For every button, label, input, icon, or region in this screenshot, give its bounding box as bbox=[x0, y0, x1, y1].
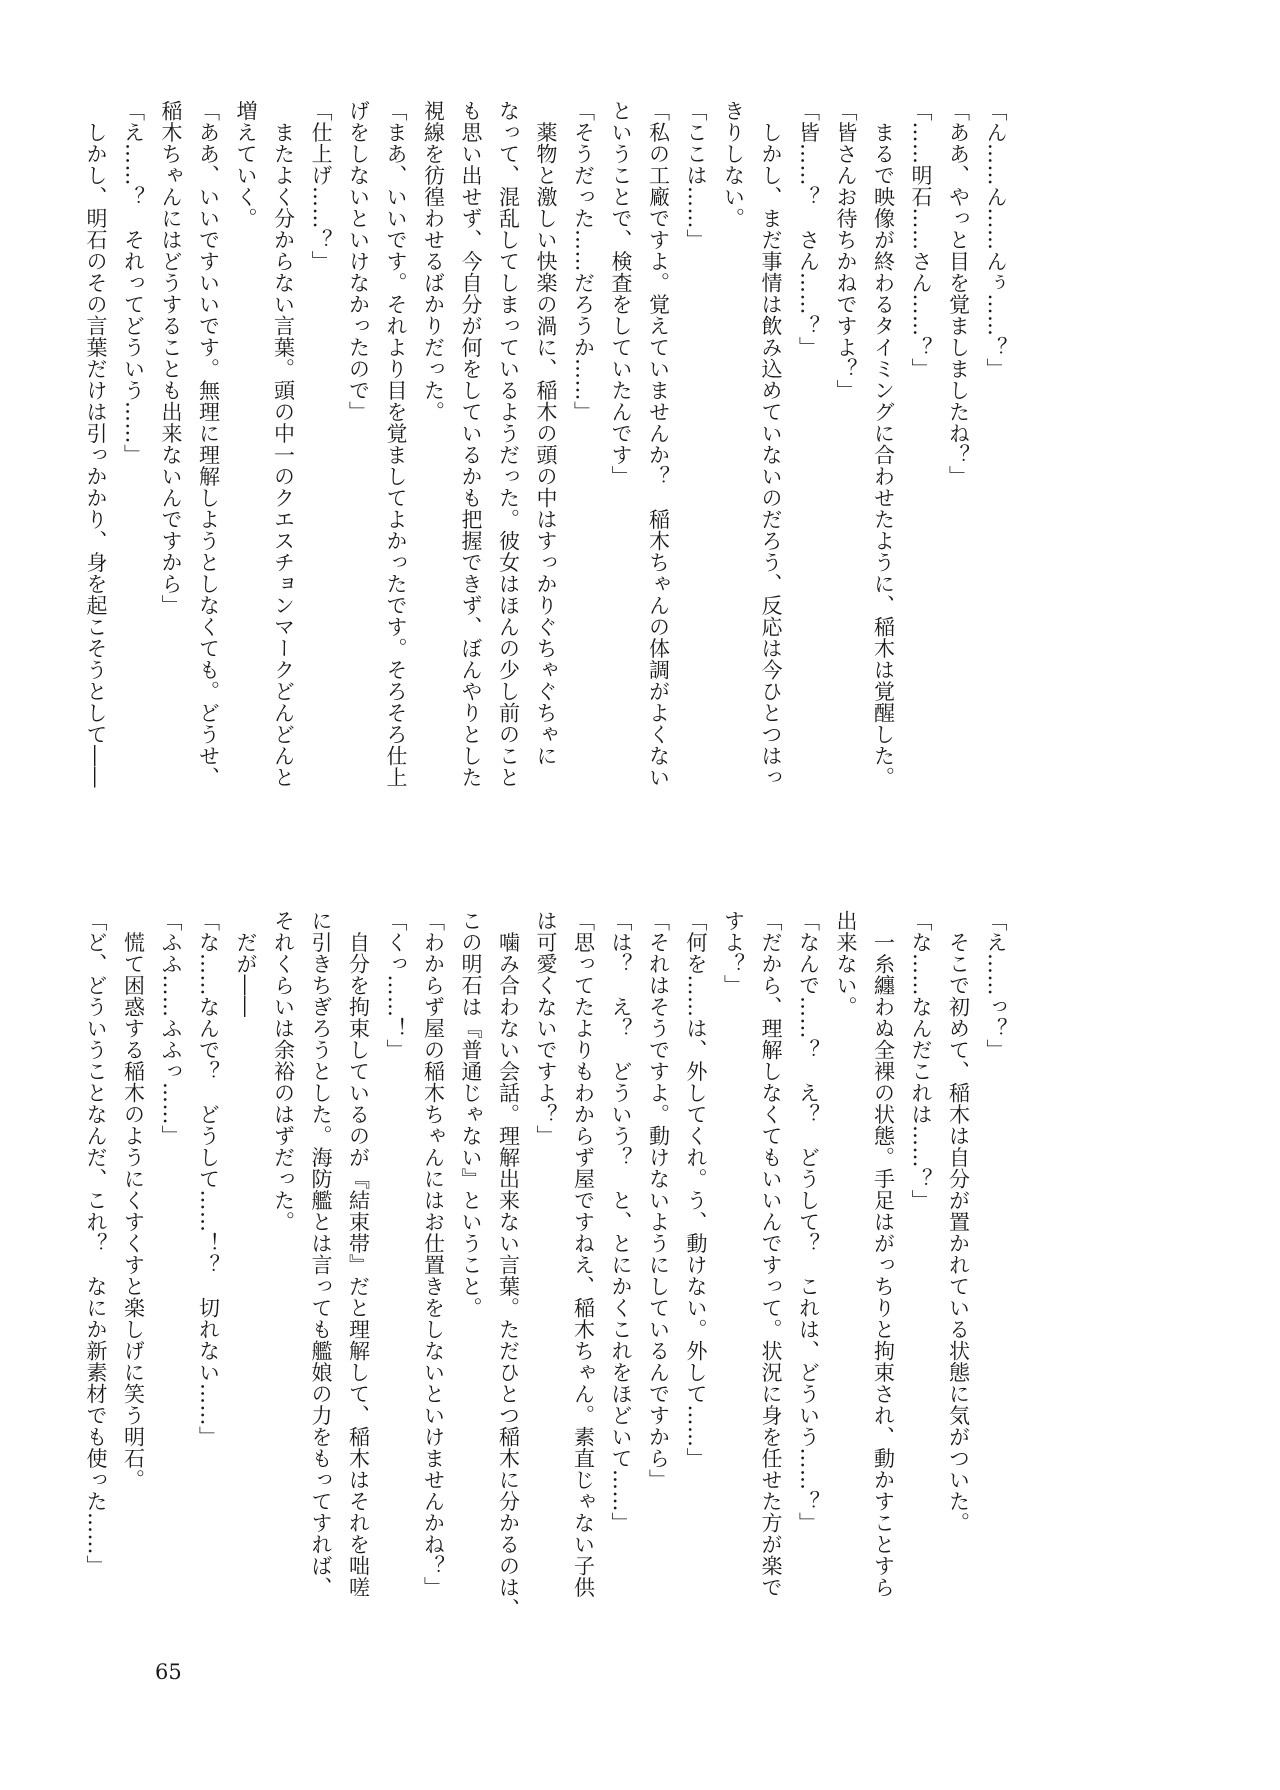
text-line: すよ？」 bbox=[721, 910, 746, 996]
text-line: 「そうだった……だろうか……」 bbox=[571, 100, 596, 423]
text-line: 「ああ、いいですいいです。無理に理解しようとしなくても。どうせ、 bbox=[196, 100, 221, 788]
text-line: 「皆……？ さん……？」 bbox=[796, 100, 821, 358]
text-line: なって、混乱してしまっているようだった。彼女はほんの少し前のこと bbox=[496, 100, 521, 788]
text-line: まるで映像が終わるタイミングに合わせたように、稲木は覚醒した。 bbox=[871, 100, 896, 788]
text-line: 「ん……ん……んぅ……？」 bbox=[984, 100, 1008, 380]
text-line: 「だから、理解しなくてもいいんですって。状況に身を任せた方が楽で bbox=[759, 910, 783, 1598]
text-line: 増えていく。 bbox=[234, 100, 258, 229]
text-line: この明石は『普通じゃない』ということ。 bbox=[459, 910, 483, 1319]
text-line: 「は？ え？ どういう？ と、とにかくこれをほどいて……」 bbox=[609, 910, 633, 1534]
text-line: 「な……なんで？ どうして……！？ 切れない……」 bbox=[196, 910, 221, 1448]
text-line: 「な……なんだこれは……？」 bbox=[909, 910, 933, 1211]
text-line: だが―― bbox=[234, 910, 258, 1018]
text-line: 「ああ、やっと目を覚ましましたね？」 bbox=[946, 100, 971, 487]
text-line: 「え……っ？」 bbox=[984, 910, 1008, 1061]
text-line: 自分を拘束しているのが『結束帯』だと理解して、稲木はそれを咄嗟 bbox=[346, 910, 371, 1598]
text-line: げをしないといけなかったので」 bbox=[346, 100, 371, 423]
text-line: しかし、まだ事情は飲み込めていないのだろう、反応は今ひとつはっ bbox=[759, 100, 783, 788]
text-line: きりしない。 bbox=[721, 100, 746, 229]
text-line: 視線を彷徨わせるばかりだった。 bbox=[421, 100, 446, 423]
text-line: 「それはそうですよ。動けないようにしているんですから」 bbox=[646, 910, 671, 1491]
text-line: 「え……？ それってどういう……」 bbox=[121, 100, 146, 466]
text-line: 「ここは……」 bbox=[684, 100, 708, 251]
text-line: 「ど、どういうことなんだ、これ？ なにか新素材でも使った……」 bbox=[84, 910, 108, 1577]
text-line: 稲木ちゃんにはどうすることも出来ないんですから」 bbox=[159, 100, 183, 616]
text-line: 薬物と激しい快楽の渦に、稲木の頭の中はすっかりぐちゃぐちゃに bbox=[534, 100, 558, 767]
text-line: それくらいは余裕のはずだった。 bbox=[271, 910, 296, 1233]
text-line: 「……明石……さん……？」 bbox=[909, 100, 933, 380]
text-line: 「ふふ……ふふっ……」 bbox=[159, 910, 183, 1147]
lower-text-block bbox=[84, 910, 1014, 1635]
text-line: 「わからず屋の稲木ちゃんにはお仕置きをしないといけませんかね？」 bbox=[421, 910, 446, 1598]
text-line: 「私の工廠ですよ。覚えていませんか？ 稲木ちゃんの体調がよくない bbox=[646, 100, 671, 788]
text-line: 「何を……は、外してくれ。う、動けない。外して……」 bbox=[684, 910, 708, 1469]
text-line: 「なんで……？ え？ どうして？ これは、どういう……？」 bbox=[796, 910, 821, 1534]
text-line: も思い出せず、今自分が何をしているかも把握できず、ぼんやりとした bbox=[459, 100, 483, 788]
text-line: 「思ってたよりもわからず屋ですねえ、稲木ちゃん。素直じゃない子供 bbox=[571, 910, 596, 1598]
text-line: は可愛くないですよ？」 bbox=[534, 910, 558, 1147]
text-line: 「くっ……！」 bbox=[384, 910, 408, 1061]
text-line: 「皆さんお待ちかねですよ？」 bbox=[834, 100, 858, 401]
text-line: 出来ない。 bbox=[834, 910, 858, 1018]
text-line: しかし、明石のその言葉だけは引っかかり、身を起こそうとして―― bbox=[84, 100, 108, 788]
text-line: ということで、検査をしていたんです」 bbox=[609, 100, 633, 487]
text-line: 「仕上げ……？」 bbox=[309, 100, 333, 272]
text-line: に引きちぎろうとした。海防艦とは言っても艦娘の力をもってすれば、 bbox=[309, 910, 333, 1598]
page-number: 65 bbox=[155, 1660, 182, 1684]
text-line: 慌て困惑する稲木のようにくすくすと楽しげに笑う明石。 bbox=[121, 910, 146, 1491]
text-line: 「まあ、いいです。それより目を覚ましてよかったです。そろそろ仕上 bbox=[384, 100, 408, 788]
text-line: またよく分からない言葉。頭の中一のクエスチョンマークどんどんと bbox=[271, 100, 296, 788]
text-line: 噛み合わない会話。理解出来ない言葉。ただひとつ稲木に分かるのは、 bbox=[496, 910, 521, 1620]
text-line: そこで初めて、稲木は自分が置かれている状態に気がついた。 bbox=[946, 910, 971, 1534]
upper-text-block bbox=[84, 100, 1014, 825]
text-line: 一糸纏わぬ全裸の状態。手足はがっちりと拘束され、動かすことすら bbox=[871, 910, 896, 1598]
